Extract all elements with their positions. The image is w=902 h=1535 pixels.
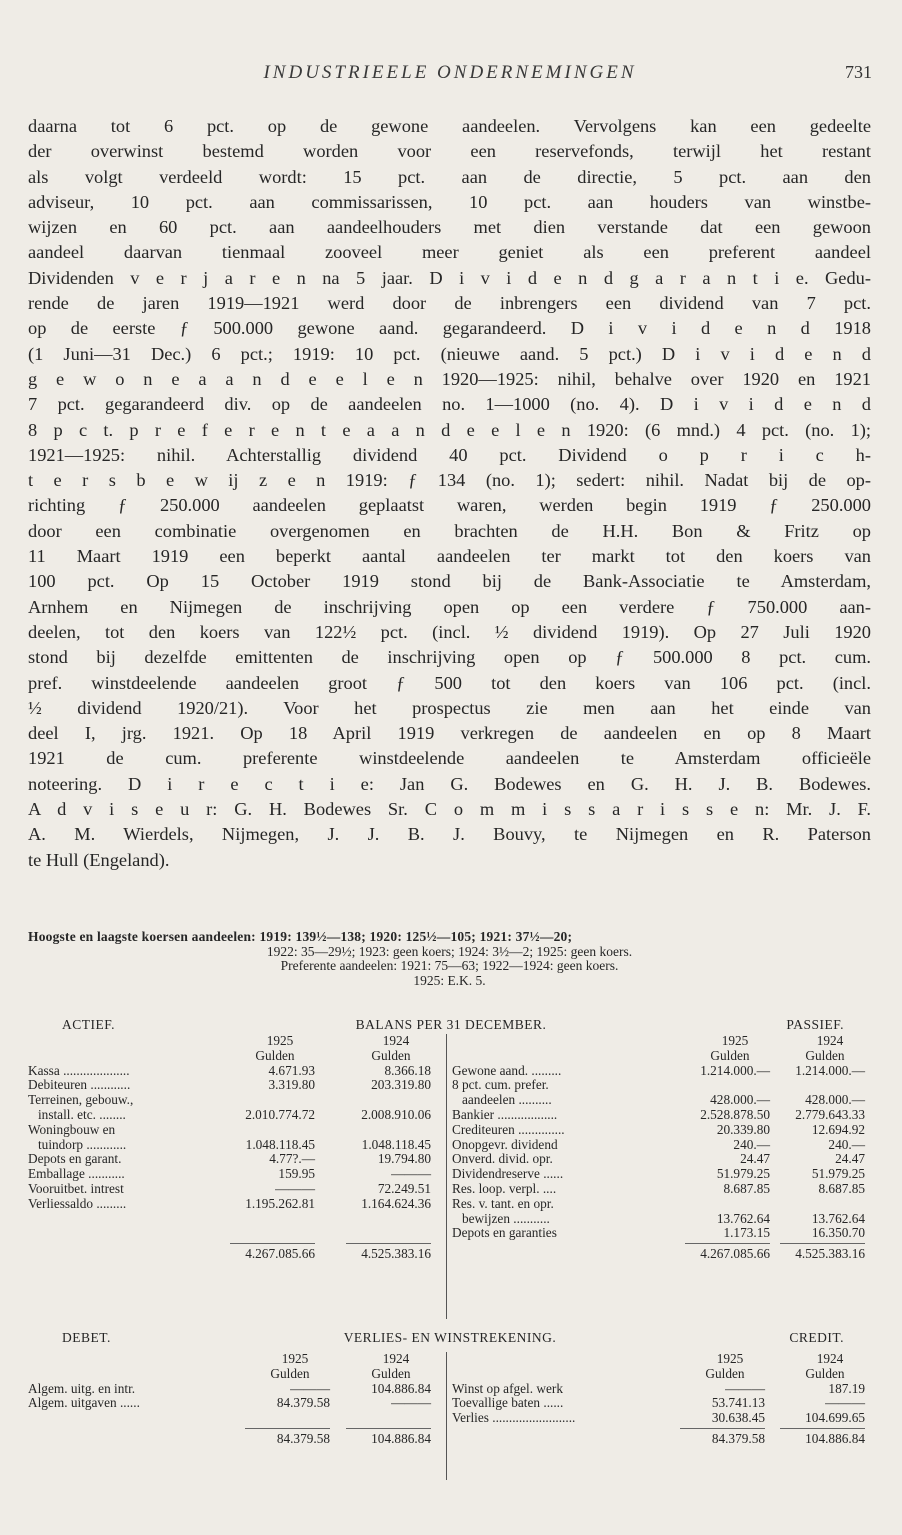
value-1924: 13.762.64 <box>811 1210 865 1226</box>
body-line: 11 Maart 1919 een beperkt aantal aandeelen ter markt tot den koers van <box>28 546 871 567</box>
verlies-divider <box>446 1352 447 1480</box>
year-1924: 1924 <box>816 1033 844 1048</box>
value-1924: 19.794.80 <box>377 1151 431 1167</box>
total-rule-line <box>346 1428 431 1429</box>
value-1924: 203.319.80 <box>371 1077 431 1093</box>
value-1924: ——— <box>391 1395 431 1411</box>
balans-title: BALANS PER 31 DECEMBER. <box>355 1017 547 1032</box>
body-line: 1921 de cum. preferente winstdeelende aandeelen te Amsterdam officieële <box>28 748 871 769</box>
running-title: INDUSTRIEELE ONDERNEMINGEN <box>263 62 637 83</box>
total-rule-line <box>780 1243 865 1244</box>
row-label: Bankier .................. <box>452 1106 558 1122</box>
row-label: install. etc. ........ <box>28 1106 126 1122</box>
row-label: Woningbouw en <box>28 1121 116 1137</box>
value-1924: 2.008.910.06 <box>361 1106 431 1122</box>
year-1925: 1925 <box>721 1033 749 1048</box>
row-label: Algem. uitg. en intr. <box>28 1380 136 1396</box>
year-1924: 1924 <box>382 1351 410 1366</box>
body-line: A d v i s e u r: G. H. Bodewes Sr. C o m m i s s a r i s s e n: Mr. J. F. <box>28 799 871 820</box>
row-label: Toevallige baten ...... <box>452 1395 564 1411</box>
value-1924: 187.19 <box>828 1380 865 1396</box>
body-line: (1 Juni—31 Dec.) 6 pct.; 1919: 10 pct. (nieuwe aand. 5 pct.) D i v i d e n d <box>28 343 871 364</box>
row-label: tuindorp ............ <box>28 1136 127 1152</box>
value-1925: 1.195.262.81 <box>245 1195 315 1211</box>
page-number: 731 <box>845 62 872 82</box>
row-label: Depots en garanties <box>452 1225 557 1241</box>
total-rule-line <box>346 1243 431 1244</box>
body-line: A. M. Wierdels, Nijmegen, J. J. B. J. Bouvy, te Nijmegen en R. Paterson <box>28 824 871 845</box>
unit-gulden: Gulden <box>371 1365 411 1381</box>
total-1924: 104.886.84 <box>805 1430 865 1446</box>
body-line: t e r s b e w ij z e n 1919: ƒ 134 (no. 1); sedert: nihil. Nadat bij de op- <box>28 470 871 491</box>
total-rule-line <box>680 1428 765 1429</box>
row-label: Vooruitbet. intrest <box>28 1180 124 1196</box>
balans-divider <box>446 1034 447 1319</box>
total-1925: 4.267.085.66 <box>700 1246 770 1262</box>
value-1925: 4.671.93 <box>268 1062 315 1078</box>
body-line: wijzen en 60 pct. aan aandeelhouders met dien verstande dat een gewoon <box>28 217 871 238</box>
value-1925: 1.048.118.45 <box>245 1136 315 1152</box>
body-line: rende de jaren 1919—1921 werd door de inbrengers een dividend van 7 pct. <box>28 293 871 314</box>
value-1924: ——— <box>391 1166 431 1182</box>
total-1925: 84.379.58 <box>276 1430 330 1446</box>
value-1925: 13.762.64 <box>716 1210 770 1226</box>
credit-heading: CREDIT. <box>789 1330 844 1345</box>
row-label: Winst op afgel. werk <box>452 1380 563 1396</box>
body-line: adviseur, 10 pct. aan commissarissen, 10 pct. aan houders van winstbe- <box>28 191 871 212</box>
actief-heading: ACTIEF. <box>62 1017 116 1032</box>
unit-gulden: Gulden <box>805 1365 845 1381</box>
body-line: der overwinst bestemd worden voor een reservefonds, terwijl het restant <box>28 141 871 162</box>
passief-heading: PASSIEF. <box>786 1017 844 1032</box>
value-1925: 8.687.85 <box>723 1180 770 1196</box>
value-1924: ——— <box>825 1395 865 1411</box>
row-label: Emballage ........... <box>28 1166 125 1182</box>
value-1925: ——— <box>290 1380 330 1396</box>
body-line: 100 pct. Op 15 October 1919 stond bij de Bank-Associatie te Amsterdam, <box>28 571 871 592</box>
body-line: als volgt verdeeld wordt: 15 pct. aan de directie, 5 pct. aan den <box>28 166 871 187</box>
verlies-title: VERLIES- EN WINSTREKENING. <box>343 1330 557 1345</box>
quotation-line: Hoogste en laagste koersen aandeelen: 1919: 139½—138; 1920: 125½—105; 1921: 37½—20; <box>28 929 573 944</box>
value-1925: 2.010.774.72 <box>245 1106 315 1122</box>
row-label: bewijzen ........... <box>452 1210 550 1226</box>
value-1924: 24.47 <box>835 1151 865 1167</box>
value-1925: 240.— <box>733 1136 770 1152</box>
body-line: op de eerste ƒ 500.000 gewone aand. gegarandeerd. D i v i d e n d 1918 <box>28 318 871 339</box>
quotation-line: 1922: 35—29½; 1923: geen koers; 1924: 3½—2; 1925: geen koers. <box>266 943 633 959</box>
value-1924: 51.979.25 <box>811 1166 865 1182</box>
total-1924: 4.525.383.16 <box>361 1246 431 1262</box>
quotation-line: 1925: E.K. 5. <box>413 972 486 988</box>
row-label: Onopgevr. dividend <box>452 1136 558 1152</box>
row-label: Debiteuren ............ <box>28 1077 131 1093</box>
value-1924: 72.249.51 <box>377 1180 431 1196</box>
year-1925: 1925 <box>266 1033 294 1048</box>
body-line: g e w o n e a a n d e e l e n 1920—1925: nihil, behalve over 1920 en 1921 <box>28 368 871 389</box>
total-rule-line <box>245 1428 330 1429</box>
value-1924: 428.000.— <box>805 1092 865 1108</box>
body-line: Dividenden v e r j a r e n na 5 jaar. D i v i d e n d g a r a n t i e. Gedu- <box>28 267 871 288</box>
value-1924: 1.164.624.36 <box>361 1195 431 1211</box>
row-label: Res. loop. verpl. .... <box>452 1180 557 1196</box>
total-rule-line <box>780 1428 865 1429</box>
body-line: deel I, jrg. 1921. Op 18 April 1919 verkregen de aandeelen en op 8 Maart <box>28 723 871 744</box>
value-1924: 8.366.18 <box>384 1062 431 1078</box>
body-line: pref. winstdeelende aandeelen groot ƒ 500 tot den koers van 106 pct. (incl. <box>28 672 871 693</box>
value-1925: ——— <box>725 1380 765 1396</box>
unit-gulden: Gulden <box>255 1047 295 1063</box>
value-1924: 240.— <box>828 1136 865 1152</box>
row-label: 8 pct. cum. prefer. <box>452 1077 549 1093</box>
body-line: 7 pct. gegarandeerd div. op de aandeelen no. 1—1000 (no. 4). D i v i d e n d <box>28 394 871 415</box>
row-label: Verliessaldo ......... <box>28 1195 127 1211</box>
total-1925: 84.379.58 <box>711 1430 765 1446</box>
body-line: door een combinatie overgenomen en brachten de H.H. Bon & Fritz op <box>28 520 871 541</box>
value-1924: 12.694.92 <box>811 1121 865 1137</box>
body-line: stond bij dezelfde emittenten de inschrijving open op ƒ 500.000 8 pct. cum. <box>28 647 871 668</box>
unit-gulden: Gulden <box>705 1365 745 1381</box>
value-1924: 1.048.118.45 <box>361 1136 431 1152</box>
body-line: deelen, tot den koers van 122½ pct. (incl. ½ dividend 1919). Op 27 Juli 1920 <box>28 621 871 642</box>
unit-gulden: Gulden <box>710 1047 750 1063</box>
unit-gulden: Gulden <box>805 1047 845 1063</box>
body-paragraph <box>28 114 871 873</box>
total-1924: 104.886.84 <box>371 1430 431 1446</box>
row-label: aandeelen .......... <box>452 1092 552 1108</box>
body-line: te Hull (Engeland). <box>28 849 170 870</box>
body-line: ½ dividend 1920/21). Voor het prospectus zie men aan het einde van <box>28 697 871 718</box>
total-1925: 4.267.085.66 <box>245 1246 315 1262</box>
value-1925: 1.214.000.— <box>700 1062 770 1078</box>
row-label: Verlies ......................... <box>452 1410 576 1426</box>
body-line: daarna tot 6 pct. op de gewone aandeelen. Vervolgens kan een gedeelte <box>28 116 871 136</box>
body-line: aandeel daarvan tienmaal zooveel meer geniet als een preferent aandeel <box>28 242 871 263</box>
total-1924: 4.525.383.16 <box>795 1246 865 1262</box>
row-label: Res. v. tant. en opr. <box>452 1195 554 1211</box>
value-1924: 16.350.70 <box>811 1225 865 1241</box>
value-1925: 20.339.80 <box>716 1121 770 1137</box>
row-label: Onverd. divid. opr. <box>452 1151 553 1167</box>
total-rule-line <box>685 1243 770 1244</box>
row-label: Terreinen, gebouw., <box>28 1092 134 1108</box>
value-1925: 3.319.80 <box>268 1077 315 1093</box>
value-1925: 51.979.25 <box>716 1166 770 1182</box>
value-1925: 84.379.58 <box>276 1395 330 1411</box>
value-1925: 159.95 <box>278 1166 315 1182</box>
quotation-line: Preferente aandeelen: 1921: 75—63; 1922—1924: geen koers. <box>280 958 619 974</box>
value-1925: 1.173.15 <box>723 1225 770 1241</box>
year-1925: 1925 <box>281 1351 309 1366</box>
value-1925: 4.77?.— <box>269 1151 315 1167</box>
year-1925: 1925 <box>716 1351 744 1366</box>
row-label: Kassa .................... <box>28 1062 130 1078</box>
page-header <box>28 62 872 90</box>
debet-heading: DEBET. <box>62 1330 111 1345</box>
value-1924: 8.687.85 <box>818 1180 865 1196</box>
row-label: Dividendreserve ...... <box>452 1166 564 1182</box>
body-line: Arnhem en Nijmegen de inschrijving open op een verdere ƒ 750.000 aan- <box>28 596 871 617</box>
share-price-quotations <box>28 930 871 988</box>
value-1924: 104.886.84 <box>371 1380 431 1396</box>
year-1924: 1924 <box>816 1351 844 1366</box>
body-line: 1921—1925: nihil. Achterstallig dividend 40 pct. Dividend o p r i c h- <box>28 444 871 465</box>
value-1924: 2.779.643.33 <box>795 1106 865 1122</box>
year-1924: 1924 <box>382 1033 410 1048</box>
total-rule-line <box>230 1243 315 1244</box>
value-1925: 30.638.45 <box>711 1410 765 1426</box>
value-1924: 104.699.65 <box>805 1410 865 1426</box>
row-label: Crediteuren .............. <box>452 1121 565 1137</box>
value-1925: 2.528.878.50 <box>700 1106 770 1122</box>
body-line: 8 p c t. p r e f e r e n t e a a n d e e l e n 1920: (6 mnd.) 4 pct. (no. 1); <box>28 419 871 440</box>
value-1925: 24.47 <box>740 1151 770 1167</box>
value-1925: 53.741.13 <box>711 1395 765 1411</box>
value-1924: 1.214.000.— <box>795 1062 865 1078</box>
unit-gulden: Gulden <box>270 1365 310 1381</box>
row-label: Gewone aand. ......... <box>452 1062 562 1078</box>
row-label: Algem. uitgaven ...... <box>28 1395 140 1411</box>
value-1925: 428.000.— <box>710 1092 770 1108</box>
body-line: richting ƒ 250.000 aandeelen geplaatst waren, werden begin 1919 ƒ 250.000 <box>28 495 871 516</box>
value-1925: ——— <box>275 1180 315 1196</box>
row-label: Depots en garant. <box>28 1151 122 1167</box>
body-line: noteering. D i r e c t i e: Jan G. Bodewes en G. H. J. B. Bodewes. <box>28 773 871 794</box>
unit-gulden: Gulden <box>371 1047 411 1063</box>
